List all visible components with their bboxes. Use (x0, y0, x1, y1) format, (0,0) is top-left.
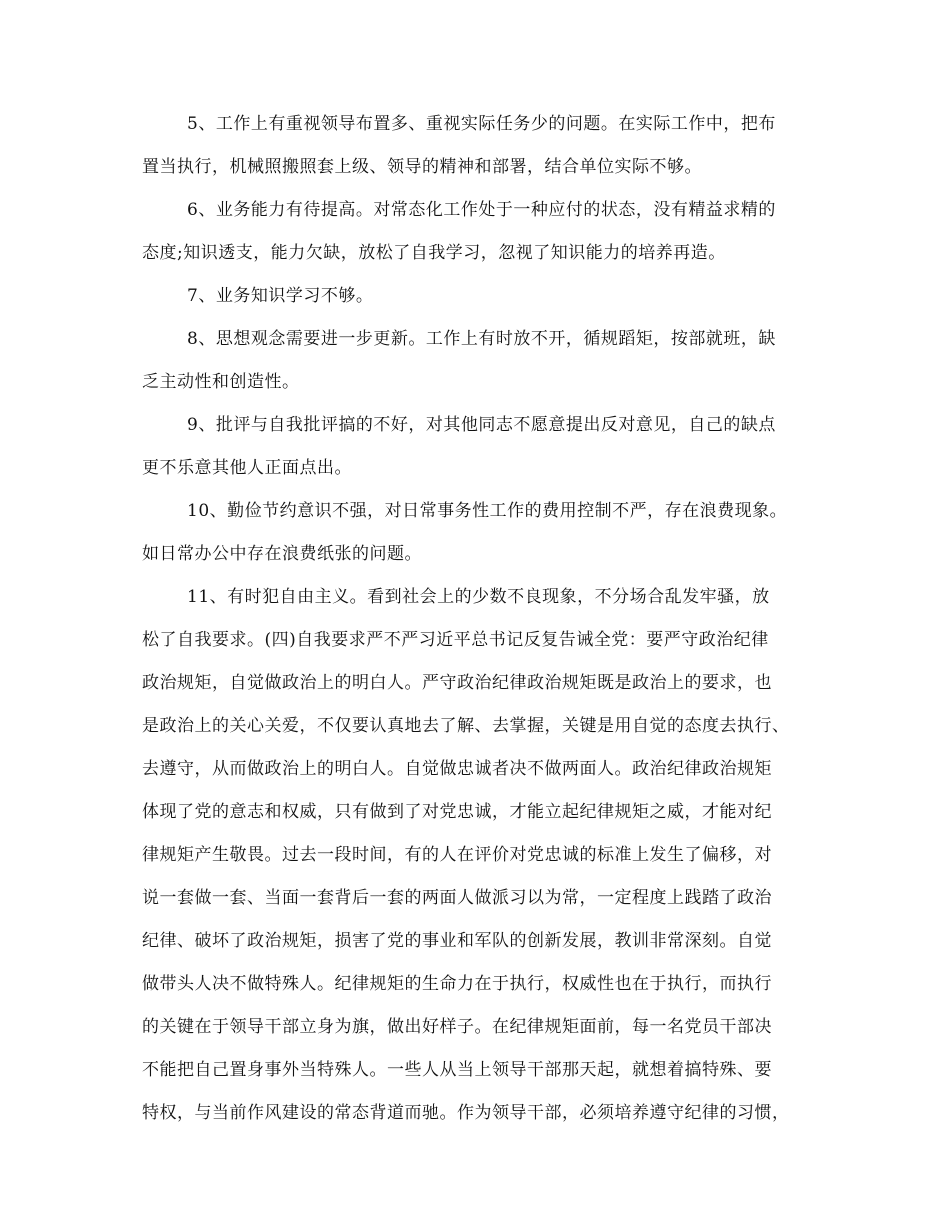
text-line: 不能把自己置身事外当特殊人。一些人从当上领导干部那天起，就想着搞特殊、要 (142, 1060, 772, 1080)
text-line: 8、思想观念需要进一步更新。工作上有时放不开，循规蹈矩，按部就班，缺 (187, 329, 776, 349)
text-line: 11、有时犯自由主义。看到社会上的少数不良现象，不分场合乱发牢骚，放 (187, 587, 770, 607)
text-line: 是政治上的关心关爱，不仅要认真地去了解、去掌握，关键是用自觉的态度去执行、 (142, 716, 790, 736)
paragraph-10 (142, 490, 822, 576)
text-line: 10、勤俭节约意识不强，对日常事务性工作的费用控制不严，存在浪费现象。 (187, 501, 788, 521)
text-line: 6、业务能力有待提高。对常态化工作处于一种应付的状态，没有精益求精的 (187, 200, 776, 220)
paragraph-8 (142, 318, 822, 404)
text-line: 去遵守，从而做政治上的明白人。自觉做忠诚者决不做两面人。政治纪律政治规矩 (142, 759, 772, 779)
text-line: 做带头人决不做特殊人。纪律规矩的生命力在于执行，权威性也在于执行，而执行 (142, 974, 772, 994)
paragraph-7 (142, 275, 822, 318)
text-line: 7、业务知识学习不够。 (187, 286, 374, 306)
paragraph-6 (142, 189, 822, 275)
text-line: 体现了党的意志和权威，只有做到了对党忠诚，才能立起纪律规矩之威，才能对纪 (142, 802, 772, 822)
text-line: 纪律、破坏了政治规矩，损害了党的事业和军队的创新发展，教训非常深刻。自觉 (142, 931, 772, 951)
text-line: 特权，与当前作风建设的常态背道而驰。作为领导干部，必须培养遵守纪律的习惯， (142, 1103, 790, 1123)
text-line: 松了自我要求。(四)自我要求严不严习近平总书记反复告诫全党：要严守政治纪律 (142, 630, 769, 650)
text-line: 的关键在于领导干部立身为旗，做出好样子。在纪律规矩面前，每一名党员干部决 (142, 1017, 772, 1037)
paragraph-11 (142, 576, 822, 1135)
paragraph-9 (142, 404, 822, 490)
text-line: 律规矩产生敬畏。过去一段时间，有的人在评价对党忠诚的标准上发生了偏移，对 (142, 845, 772, 865)
text-line: 乏主动性和创造性。 (142, 372, 300, 392)
text-line: 9、批评与自我批评搞的不好，对其他同志不愿意提出反对意见，自己的缺点 (187, 415, 776, 435)
text-line: 说一套做一套、当面一套背后一套的两面人做派习以为常，一定程度上践踏了政治 (142, 888, 772, 908)
text-line: 政治规矩，自觉做政治上的明白人。严守政治纪律政治规矩既是政治上的要求，也 (142, 673, 772, 693)
text-line: 态度;知识透支，能力欠缺，放松了自我学习，忽视了知识能力的培养再造。 (142, 243, 726, 263)
text-line: 如日常办公中存在浪费纸张的问题。 (142, 544, 422, 564)
paragraph-5 (142, 103, 822, 189)
text-line: 更不乐意其他人正面点出。 (142, 458, 352, 478)
text-line: 5、工作上有重视领导布置多、重视实际任务少的问题。在实际工作中，把布 (187, 114, 776, 134)
text-line: 置当执行，机械照搬照套上级、领导的精神和部署，结合单位实际不够。 (142, 157, 702, 177)
